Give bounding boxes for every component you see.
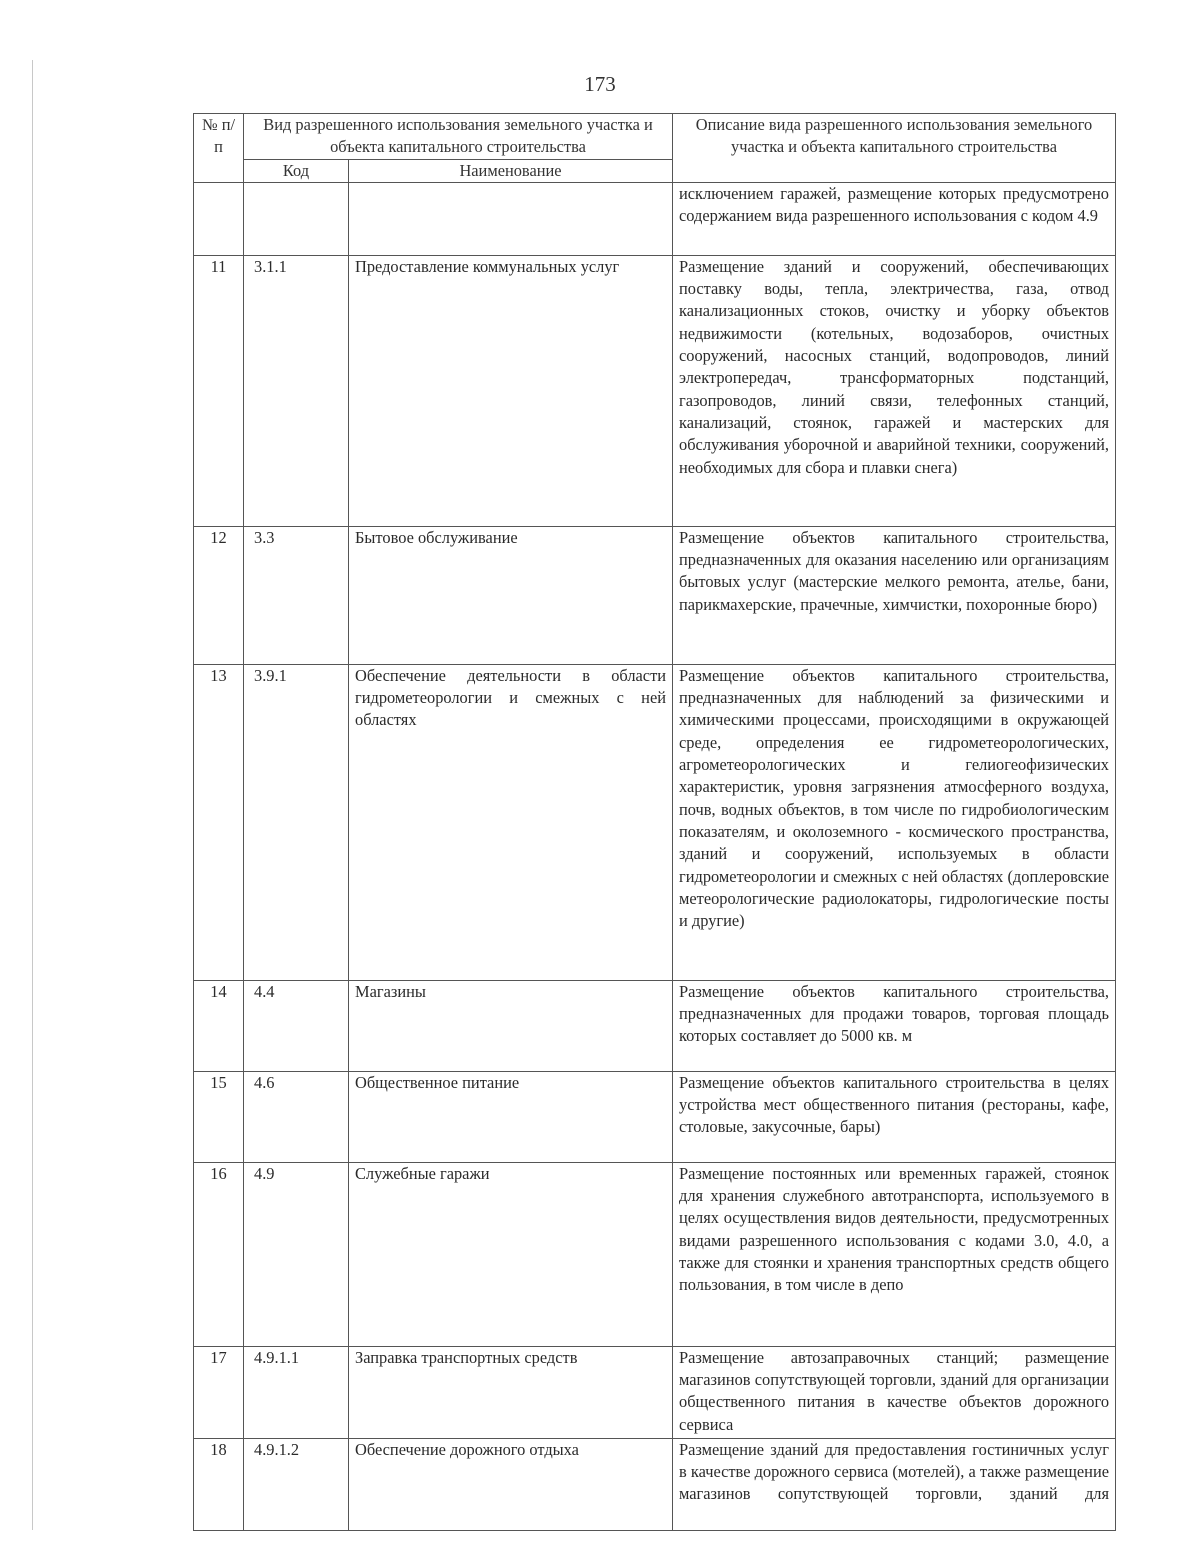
row-name: Общественное питание xyxy=(349,1071,673,1162)
table-row xyxy=(194,1438,1116,1530)
table-row xyxy=(194,255,1116,526)
row-num: 12 xyxy=(194,526,244,664)
row-code: 4.6 xyxy=(244,1071,349,1162)
table-row xyxy=(194,182,1116,255)
row-name: Служебные гаражи xyxy=(349,1162,673,1346)
row-desc: Размещение объектов капитального строительства, предназначенных для наблюдений за физическими и химическими процессами, происходящими в окружающей среде, определения ее гидрометеорологических, агрометеорологических и гелиогеофизических характеристик, уровня загрязнения атмосферного воздуха, почв, водных объектов, в том числе по гидробиологическим показателям, и околоземного - космического пространства, зданий и сооружений, используемых в области гидрометеорологии и смежных с ней областях (доплеровские метеорологические радиолокаторы, гидрологические посты и другие) xyxy=(673,664,1116,980)
row-name: Предоставление коммунальных услуг xyxy=(349,255,673,526)
row-num: 13 xyxy=(194,664,244,980)
row-num: 17 xyxy=(194,1346,244,1438)
table-row xyxy=(194,664,1116,980)
row-num: 11 xyxy=(194,255,244,526)
row-desc: Размещение постоянных или временных гаражей, стоянок для хранения служебного автотранспорта, используемого в целях осуществления видов деятельности, предусмотренных видами разрешенного использования с кодами 3.0, 4.0, а также для стоянки и хранения транспортных средств общего пользования, в том числе в депо xyxy=(673,1162,1116,1346)
row-desc: исключением гаражей, размещение которых предусмотрено содержанием вида разрешенного использования с кодом 4.9 xyxy=(673,182,1116,255)
row-num: 14 xyxy=(194,980,244,1071)
table-row xyxy=(194,1071,1116,1162)
header-group: Вид разрешенного использования земельного участка и объекта капитального строительства xyxy=(244,114,673,160)
row-code: 3.3 xyxy=(244,526,349,664)
row-desc: Размещение зданий для предоставления гостиничных услуг в качестве дорожного сервиса (мотелей), а также размещение магазинов сопутствующей торговли, зданий для xyxy=(673,1438,1116,1530)
table-row xyxy=(194,526,1116,664)
table-row xyxy=(194,980,1116,1071)
row-desc: Размещение автозаправочных станций; размещение магазинов сопутствующей торговли, зданий для организации общественного питания в качестве объектов дорожного сервиса xyxy=(673,1346,1116,1438)
page-number: 173 xyxy=(584,72,616,96)
row-num: 15 xyxy=(194,1071,244,1162)
header-name: Наименование xyxy=(349,159,673,182)
row-desc: Размещение объектов капитального строительства, предназначенных для оказания населению или организациям бытовых услуг (мастерские мелкого ремонта, ателье, бани, парикмахерские, прачечные, химчистки, похоронные бюро) xyxy=(673,526,1116,664)
row-desc: Размещение объектов капитального строительства в целях устройства мест общественного питания (рестораны, кафе, столовые, закусочные, бары) xyxy=(673,1071,1116,1162)
header-num: № п/п xyxy=(194,114,244,183)
row-desc: Размещение объектов капитального строительства, предназначенных для продажи товаров, торговая площадь которых составляет до 5000 кв. м xyxy=(673,980,1116,1071)
scan-margin-line xyxy=(32,60,33,1530)
row-num: 18 xyxy=(194,1438,244,1530)
header-desc: Описание вида разрешенного использования земельного участка и объекта капитального строительства xyxy=(673,114,1116,183)
row-code: 4.9 xyxy=(244,1162,349,1346)
row-num xyxy=(194,182,244,255)
row-name: Заправка транспортных средств xyxy=(349,1346,673,1438)
row-code xyxy=(244,182,349,255)
row-desc: Размещение зданий и сооружений, обеспечивающих поставку воды, тепла, электричества, газа, отвод канализационных стоков, очистку и уборку объектов недвижимости (котельных, водозаборов, очистных сооружений, насосных станций, водопроводов, линий электропередач, трансформаторных подстанций, газопроводов, линий связи, телефонных станций, канализаций, стоянок, гаражей и мастерских для обслуживания уборочной и аварийной техники, сооружений, необходимых для сбора и плавки снега) xyxy=(673,255,1116,526)
row-code: 4.9.1.2 xyxy=(244,1438,349,1530)
row-name xyxy=(349,182,673,255)
row-num: 16 xyxy=(194,1162,244,1346)
row-name: Обеспечение деятельности в области гидрометеорологии и смежных с ней областях xyxy=(349,664,673,980)
row-name: Бытовое обслуживание xyxy=(349,526,673,664)
land-use-table xyxy=(193,113,1116,1531)
row-name: Магазины xyxy=(349,980,673,1071)
row-code: 3.9.1 xyxy=(244,664,349,980)
header-code: Код xyxy=(244,159,349,182)
row-name: Обеспечение дорожного отдыха xyxy=(349,1438,673,1530)
row-code: 3.1.1 xyxy=(244,255,349,526)
header-row xyxy=(194,114,1116,160)
row-code: 4.4 xyxy=(244,980,349,1071)
table-row xyxy=(194,1162,1116,1346)
row-code: 4.9.1.1 xyxy=(244,1346,349,1438)
table-row xyxy=(194,1346,1116,1438)
